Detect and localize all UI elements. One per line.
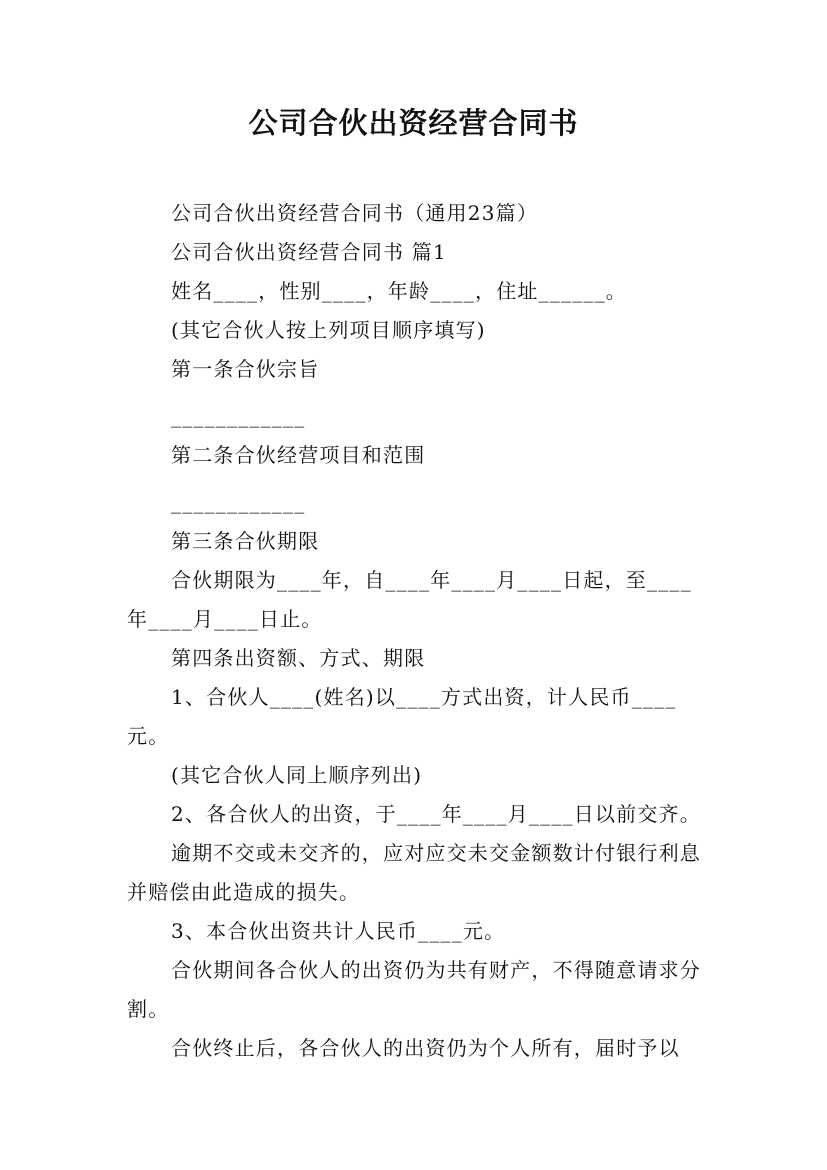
clause-4-joint-property: 合伙期间各合伙人的出资仍为共有财产，不得随意请求分割。 [127,958,701,1021]
clause-4-note: (其它合伙人同上顺序列出) [171,763,423,787]
document-body [127,194,707,1068]
clause-4-item-3: 3、本合伙出资共计人民币____元。 [171,919,506,943]
paragraph-partner-info: 姓名____，性别____，年龄____，住址______。 [171,279,627,303]
clause-2-blank: ____________ [171,490,306,514]
clause-4-item-2: 2、各合伙人的出资，于____年____月____日以前交齐。 [171,802,701,826]
paragraph-section-heading: 公司合伙出资经营合同书 篇1 [171,240,447,264]
clause-2-heading: 第二条合伙经营项目和范围 [171,443,426,467]
clause-4-heading: 第四条出资额、方式、期限 [171,646,426,670]
paragraph-note: (其它合伙人按上列项目顺序填写) [171,318,486,342]
clause-3-heading: 第三条合伙期限 [171,529,320,553]
clause-4-termination: 合伙终止后，各合伙人的出资仍为个人所有，届时予以 [171,1036,680,1060]
paragraph-subtitle: 公司合伙出资经营合同书（通用23篇） [171,201,539,225]
clause-4-penalty: 逾期不交或未交齐的，应对应交未交金额数计付银行利息并赔偿由此造成的损失。 [127,841,701,904]
document-title: 公司合伙出资经营合同书 [248,106,579,140]
clause-3-term: 合伙期限为____年，自____年____月____日起，至____年____月____日止。 [127,568,692,631]
clause-1-heading: 第一条合伙宗旨 [171,357,320,381]
clause-4-item-1: 1、合伙人____(姓名)以____方式出资，计人民币____元。 [127,685,677,748]
clause-1-blank: ____________ [171,404,306,428]
